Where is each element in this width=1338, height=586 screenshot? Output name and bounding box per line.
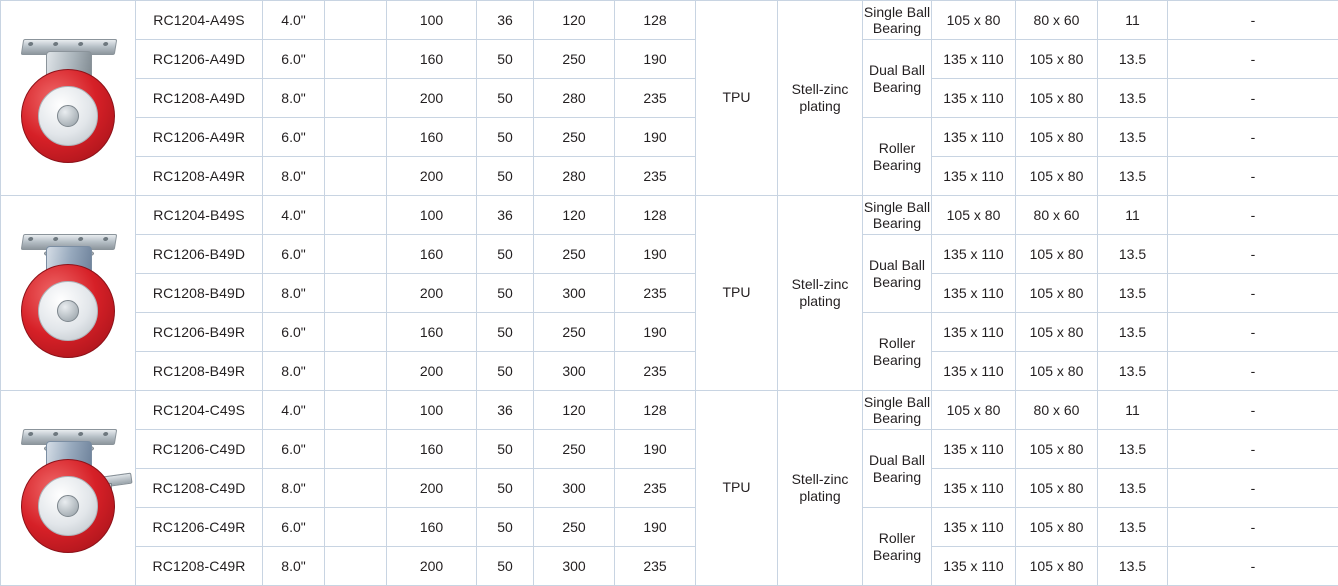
overall-height-cell: 250 xyxy=(534,313,615,352)
swivel-radius-cell: - xyxy=(1168,430,1338,469)
mounting-height-cell: 128 xyxy=(615,391,696,430)
blank-cell xyxy=(325,196,387,235)
swivel-radius-cell: - xyxy=(1168,157,1338,196)
bolt-hole-diameter-cell: 13.5 xyxy=(1098,313,1168,352)
table-row xyxy=(1,40,1338,79)
overall-height-cell: 300 xyxy=(534,547,615,586)
bolt-hole-diameter-cell: 13.5 xyxy=(1098,274,1168,313)
bearing-cell: Roller Bearing xyxy=(863,118,932,196)
blank-cell xyxy=(325,508,387,547)
top-plate-cell: 135 x 110 xyxy=(932,40,1016,79)
overall-height-cell: 280 xyxy=(534,157,615,196)
wheel-material-cell: TPU xyxy=(696,1,778,196)
tread-width-cell: 50 xyxy=(477,508,534,547)
tread-width-cell: 36 xyxy=(477,391,534,430)
blank-cell xyxy=(325,79,387,118)
bearing-cell: Dual Ball Bearing xyxy=(863,40,932,118)
overall-height-cell: 300 xyxy=(534,469,615,508)
table-row xyxy=(1,547,1338,586)
bolt-hole-spacing-cell: 105 x 80 xyxy=(1016,79,1098,118)
bolt-hole-spacing-cell: 105 x 80 xyxy=(1016,157,1098,196)
bolt-hole-spacing-cell: 80 x 60 xyxy=(1016,196,1098,235)
bearing-cell: Single Ball Bearing xyxy=(863,391,932,430)
table-row xyxy=(1,469,1338,508)
bolt-hole-spacing-cell: 105 x 80 xyxy=(1016,508,1098,547)
overall-height-cell: 250 xyxy=(534,40,615,79)
bolt-hole-diameter-cell: 13.5 xyxy=(1098,508,1168,547)
tread-width-cell: 36 xyxy=(477,196,534,235)
caster-drawing xyxy=(8,33,128,163)
caster-drawing xyxy=(8,423,128,553)
top-plate-cell: 135 x 110 xyxy=(932,118,1016,157)
top-plate-cell: 135 x 110 xyxy=(932,157,1016,196)
tread-width-cell: 50 xyxy=(477,547,534,586)
caster-illustration xyxy=(1,391,134,585)
top-plate-cell: 105 x 80 xyxy=(932,391,1016,430)
top-plate-cell: 135 x 110 xyxy=(932,547,1016,586)
bolt-hole-spacing-cell: 105 x 80 xyxy=(1016,40,1098,79)
overall-height-cell: 250 xyxy=(534,508,615,547)
table-row xyxy=(1,274,1338,313)
wheel-size-cell: 6.0" xyxy=(263,508,325,547)
bolt-hole-diameter-cell: 11 xyxy=(1098,196,1168,235)
overall-height-cell: 120 xyxy=(534,1,615,40)
table-row xyxy=(1,313,1338,352)
wheel-size-cell: 8.0" xyxy=(263,274,325,313)
blank-cell xyxy=(325,1,387,40)
top-plate-cell: 135 x 110 xyxy=(932,79,1016,118)
table-row xyxy=(1,430,1338,469)
swivel-radius-cell: - xyxy=(1168,118,1338,157)
top-plate-cell: 135 x 110 xyxy=(932,235,1016,274)
swivel-radius-cell: - xyxy=(1168,391,1338,430)
tread-width-cell: 50 xyxy=(477,274,534,313)
table-row xyxy=(1,235,1338,274)
model-cell: RC1208-B49R xyxy=(136,352,263,391)
tread-width-cell: 50 xyxy=(477,469,534,508)
swivel-radius-cell: - xyxy=(1168,274,1338,313)
blank-cell xyxy=(325,40,387,79)
bearing-cell: Dual Ball Bearing xyxy=(863,235,932,313)
swivel-radius-cell: - xyxy=(1168,235,1338,274)
swivel-radius-cell: - xyxy=(1168,508,1338,547)
wheel-material-cell: TPU xyxy=(696,196,778,391)
product-image-cell xyxy=(1,196,136,391)
mounting-height-cell: 235 xyxy=(615,157,696,196)
tread-width-cell: 50 xyxy=(477,118,534,157)
wheel-size-cell: 8.0" xyxy=(263,469,325,508)
blank-cell xyxy=(325,352,387,391)
wheel-size-cell: 4.0" xyxy=(263,391,325,430)
table-row xyxy=(1,118,1338,157)
finish-cell: Stell-zinc plating xyxy=(778,1,863,196)
bolt-holes-shape xyxy=(27,432,108,438)
model-cell: RC1206-B49D xyxy=(136,235,263,274)
top-plate-cell: 135 x 110 xyxy=(932,313,1016,352)
swivel-radius-cell: - xyxy=(1168,40,1338,79)
caster-illustration xyxy=(1,1,134,195)
model-cell: RC1206-A49R xyxy=(136,118,263,157)
mounting-height-cell: 235 xyxy=(615,79,696,118)
tread-width-cell: 36 xyxy=(477,1,534,40)
model-cell: RC1206-B49R xyxy=(136,313,263,352)
bolt-hole-spacing-cell: 105 x 80 xyxy=(1016,547,1098,586)
bolt-hole-diameter-cell: 13.5 xyxy=(1098,235,1168,274)
load-capacity-cell: 100 xyxy=(387,196,477,235)
swivel-radius-cell: - xyxy=(1168,547,1338,586)
blank-cell xyxy=(325,313,387,352)
model-cell: RC1204-A49S xyxy=(136,1,263,40)
blank-cell xyxy=(325,547,387,586)
load-capacity-cell: 200 xyxy=(387,157,477,196)
table-row xyxy=(1,1,1338,40)
model-cell: RC1208-C49R xyxy=(136,547,263,586)
mounting-height-cell: 190 xyxy=(615,235,696,274)
wheel-core-shape xyxy=(38,476,98,536)
bolt-holes-shape xyxy=(27,42,108,48)
bolt-hole-spacing-cell: 105 x 80 xyxy=(1016,235,1098,274)
mounting-height-cell: 235 xyxy=(615,469,696,508)
swivel-radius-cell: - xyxy=(1168,79,1338,118)
top-plate-cell: 105 x 80 xyxy=(932,1,1016,40)
bolt-hole-spacing-cell: 105 x 80 xyxy=(1016,469,1098,508)
wheel-size-cell: 6.0" xyxy=(263,40,325,79)
wheel-hub-shape xyxy=(57,105,79,127)
bolt-hole-diameter-cell: 13.5 xyxy=(1098,469,1168,508)
table-row xyxy=(1,508,1338,547)
top-plate-cell: 135 x 110 xyxy=(932,352,1016,391)
mounting-height-cell: 190 xyxy=(615,313,696,352)
load-capacity-cell: 200 xyxy=(387,352,477,391)
bolt-hole-diameter-cell: 13.5 xyxy=(1098,79,1168,118)
table-row xyxy=(1,391,1338,430)
swivel-radius-cell: - xyxy=(1168,1,1338,40)
wheel-size-cell: 6.0" xyxy=(263,118,325,157)
caster-illustration xyxy=(1,196,134,390)
tread-width-cell: 50 xyxy=(477,79,534,118)
wheel-core-shape xyxy=(38,281,98,341)
mounting-height-cell: 190 xyxy=(615,430,696,469)
bolt-hole-spacing-cell: 105 x 80 xyxy=(1016,430,1098,469)
table-row xyxy=(1,157,1338,196)
load-capacity-cell: 160 xyxy=(387,118,477,157)
finish-cell: Stell-zinc plating xyxy=(778,391,863,586)
bolt-hole-spacing-cell: 105 x 80 xyxy=(1016,274,1098,313)
overall-height-cell: 250 xyxy=(534,118,615,157)
bearing-cell: Roller Bearing xyxy=(863,313,932,391)
blank-cell xyxy=(325,391,387,430)
tread-width-cell: 50 xyxy=(477,40,534,79)
bolt-hole-diameter-cell: 13.5 xyxy=(1098,547,1168,586)
bolt-hole-diameter-cell: 13.5 xyxy=(1098,430,1168,469)
wheel-size-cell: 6.0" xyxy=(263,235,325,274)
model-cell: RC1208-A49D xyxy=(136,79,263,118)
model-cell: RC1206-A49D xyxy=(136,40,263,79)
table-row xyxy=(1,79,1338,118)
blank-cell xyxy=(325,274,387,313)
mounting-height-cell: 235 xyxy=(615,274,696,313)
mounting-height-cell: 128 xyxy=(615,1,696,40)
bolt-hole-diameter-cell: 11 xyxy=(1098,391,1168,430)
mounting-height-cell: 128 xyxy=(615,196,696,235)
load-capacity-cell: 160 xyxy=(387,430,477,469)
load-capacity-cell: 200 xyxy=(387,547,477,586)
mounting-height-cell: 235 xyxy=(615,352,696,391)
finish-cell: Stell-zinc plating xyxy=(778,196,863,391)
model-cell: RC1208-C49D xyxy=(136,469,263,508)
mounting-height-cell: 190 xyxy=(615,40,696,79)
overall-height-cell: 300 xyxy=(534,352,615,391)
blank-cell xyxy=(325,118,387,157)
wheel-size-cell: 8.0" xyxy=(263,547,325,586)
blank-cell xyxy=(325,430,387,469)
bolt-hole-diameter-cell: 11 xyxy=(1098,1,1168,40)
model-cell: RC1204-B49S xyxy=(136,196,263,235)
bearing-cell: Single Ball Bearing xyxy=(863,196,932,235)
load-capacity-cell: 160 xyxy=(387,235,477,274)
blank-cell xyxy=(325,235,387,274)
tread-width-cell: 50 xyxy=(477,157,534,196)
tread-width-cell: 50 xyxy=(477,352,534,391)
load-capacity-cell: 200 xyxy=(387,274,477,313)
table-row xyxy=(1,352,1338,391)
top-plate-cell: 135 x 110 xyxy=(932,274,1016,313)
load-capacity-cell: 160 xyxy=(387,313,477,352)
wheel-size-cell: 4.0" xyxy=(263,1,325,40)
wheel-size-cell: 8.0" xyxy=(263,79,325,118)
overall-height-cell: 250 xyxy=(534,235,615,274)
bolt-hole-diameter-cell: 13.5 xyxy=(1098,352,1168,391)
wheel-material-cell: TPU xyxy=(696,391,778,586)
model-cell: RC1208-B49D xyxy=(136,274,263,313)
top-plate-cell: 135 x 110 xyxy=(932,508,1016,547)
bolt-hole-diameter-cell: 13.5 xyxy=(1098,40,1168,79)
bearing-cell: Single Ball Bearing xyxy=(863,1,932,40)
tread-width-cell: 50 xyxy=(477,235,534,274)
overall-height-cell: 250 xyxy=(534,430,615,469)
overall-height-cell: 280 xyxy=(534,79,615,118)
wheel-hub-shape xyxy=(57,495,79,517)
load-capacity-cell: 200 xyxy=(387,469,477,508)
blank-cell xyxy=(325,157,387,196)
model-cell: RC1208-A49R xyxy=(136,157,263,196)
wheel-core-shape xyxy=(38,86,98,146)
top-plate-cell: 135 x 110 xyxy=(932,469,1016,508)
load-capacity-cell: 160 xyxy=(387,508,477,547)
bearing-cell: Roller Bearing xyxy=(863,508,932,586)
bolt-hole-diameter-cell: 13.5 xyxy=(1098,118,1168,157)
overall-height-cell: 120 xyxy=(534,391,615,430)
tread-width-cell: 50 xyxy=(477,430,534,469)
bolt-hole-spacing-cell: 80 x 60 xyxy=(1016,391,1098,430)
wheel-tread-shape xyxy=(21,69,115,163)
tread-width-cell: 50 xyxy=(477,313,534,352)
model-cell: RC1206-C49D xyxy=(136,430,263,469)
load-capacity-cell: 100 xyxy=(387,1,477,40)
bolt-hole-spacing-cell: 105 x 80 xyxy=(1016,352,1098,391)
model-cell: RC1206-C49R xyxy=(136,508,263,547)
mounting-height-cell: 190 xyxy=(615,508,696,547)
overall-height-cell: 300 xyxy=(534,274,615,313)
product-image-cell xyxy=(1,1,136,196)
product-image-cell xyxy=(1,391,136,586)
load-capacity-cell: 100 xyxy=(387,391,477,430)
bolt-hole-spacing-cell: 105 x 80 xyxy=(1016,118,1098,157)
bolt-hole-spacing-cell: 105 x 80 xyxy=(1016,313,1098,352)
table-body xyxy=(1,1,1338,586)
wheel-tread-shape xyxy=(21,264,115,358)
table-row xyxy=(1,196,1338,235)
swivel-radius-cell: - xyxy=(1168,313,1338,352)
bearing-cell: Dual Ball Bearing xyxy=(863,430,932,508)
swivel-radius-cell: - xyxy=(1168,469,1338,508)
swivel-radius-cell: - xyxy=(1168,352,1338,391)
bolt-hole-diameter-cell: 13.5 xyxy=(1098,157,1168,196)
swivel-radius-cell: - xyxy=(1168,196,1338,235)
overall-height-cell: 120 xyxy=(534,196,615,235)
model-cell: RC1204-C49S xyxy=(136,391,263,430)
wheel-size-cell: 6.0" xyxy=(263,430,325,469)
load-capacity-cell: 160 xyxy=(387,40,477,79)
top-plate-cell: 105 x 80 xyxy=(932,196,1016,235)
wheel-size-cell: 8.0" xyxy=(263,157,325,196)
caster-drawing xyxy=(8,228,128,358)
bolt-holes-shape xyxy=(27,237,108,243)
wheel-size-cell: 6.0" xyxy=(263,313,325,352)
wheel-size-cell: 8.0" xyxy=(263,352,325,391)
mounting-height-cell: 235 xyxy=(615,547,696,586)
bolt-hole-spacing-cell: 80 x 60 xyxy=(1016,1,1098,40)
wheel-hub-shape xyxy=(57,300,79,322)
top-plate-cell: 135 x 110 xyxy=(932,430,1016,469)
blank-cell xyxy=(325,469,387,508)
load-capacity-cell: 200 xyxy=(387,79,477,118)
wheel-tread-shape xyxy=(21,459,115,553)
mounting-height-cell: 190 xyxy=(615,118,696,157)
wheel-size-cell: 4.0" xyxy=(263,196,325,235)
